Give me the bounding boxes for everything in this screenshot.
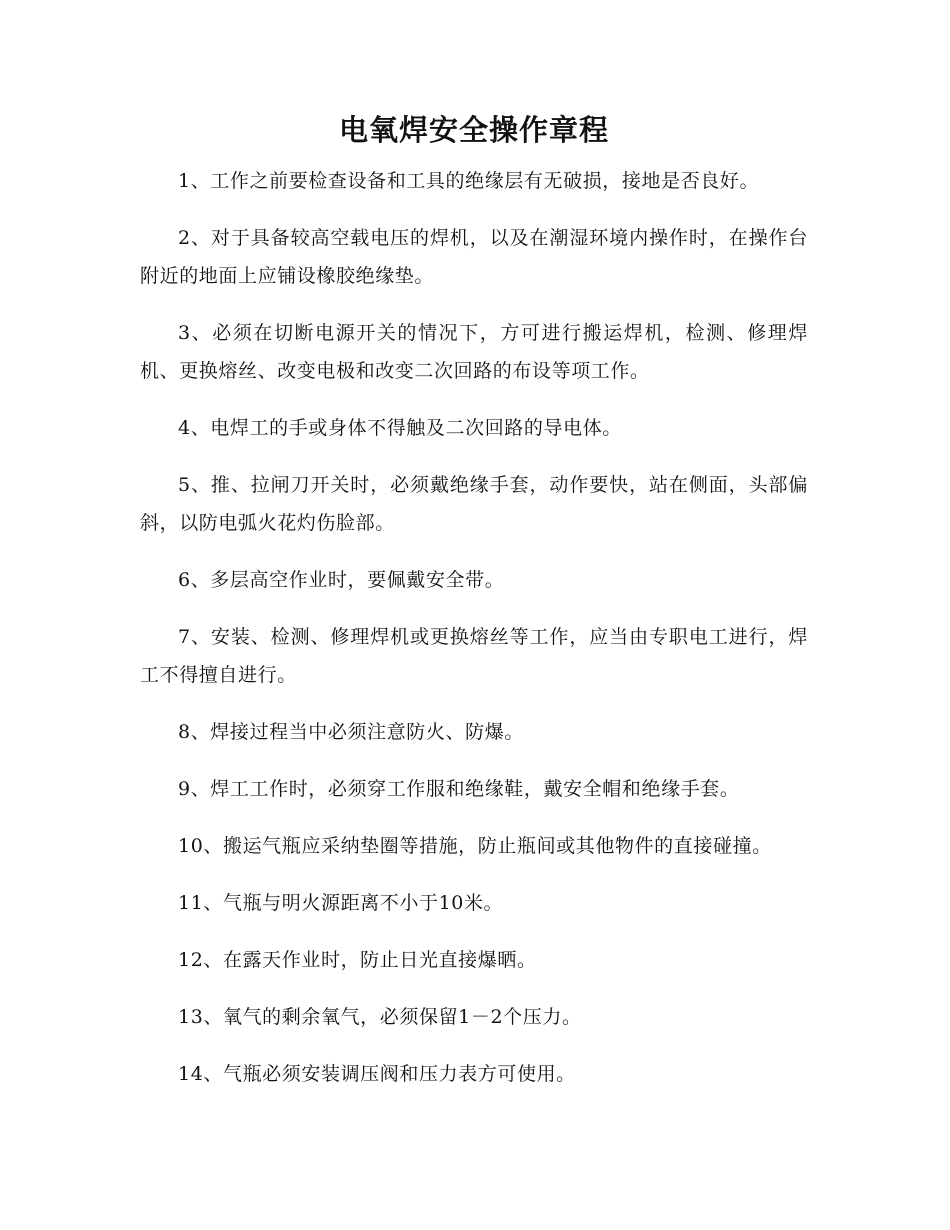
clause-3: 3、必须在切断电源开关的情况下，方可进行搬运焊机，检测、修理焊机、更换熔丝、改变电极和改变二次回路的布设等项工作。 [140, 322, 808, 382]
document-title: 电氧焊安全操作章程 [338, 113, 609, 147]
clause-10: 10、搬运气瓶应采纳垫圈等措施，防止瓶间或其他物件的直接碰撞。 [178, 835, 772, 857]
clause-9: 9、焊工工作时，必须穿工作服和绝缘鞋，戴安全帽和绝缘手套。 [178, 778, 740, 800]
clause-5: 5、推、拉闸刀开关时，必须戴绝缘手套，动作要快，站在侧面，头部偏斜，以防电弧火花灼伤脸部。 [140, 474, 808, 534]
document-page [140, 108, 808, 1112]
clause-list [140, 162, 808, 1093]
clause-11: 11、气瓶与明火源距离不小于10米。 [178, 892, 504, 914]
clause-6: 6、多层高空作业时，要佩戴安全带。 [178, 569, 505, 591]
clause-1: 1、工作之前要检查设备和工具的绝缘层有无破损，接地是否良好。 [178, 170, 760, 192]
clause-4: 4、电焊工的手或身体不得触及二次回路的导电体。 [178, 417, 622, 439]
clause-8: 8、焊接过程当中必须注意防火、防爆。 [178, 721, 524, 743]
clause-2: 2、对于具备较高空载电压的焊机，以及在潮湿环境内操作时，在操作台附近的地面上应铺设橡胶绝缘垫。 [140, 227, 808, 287]
clause-7: 7、安装、检测、修理焊机或更换熔丝等工作，应当由专职电工进行，焊工不得擅自进行。 [140, 626, 808, 686]
clause-14: 14、气瓶必须安装调压阀和压力表方可使用。 [178, 1063, 576, 1085]
clause-12: 12、在露天作业时，防止日光直接爆晒。 [178, 949, 537, 971]
clause-13: 13、氧气的剩余氧气，必须保留1－2个压力。 [178, 1006, 582, 1028]
